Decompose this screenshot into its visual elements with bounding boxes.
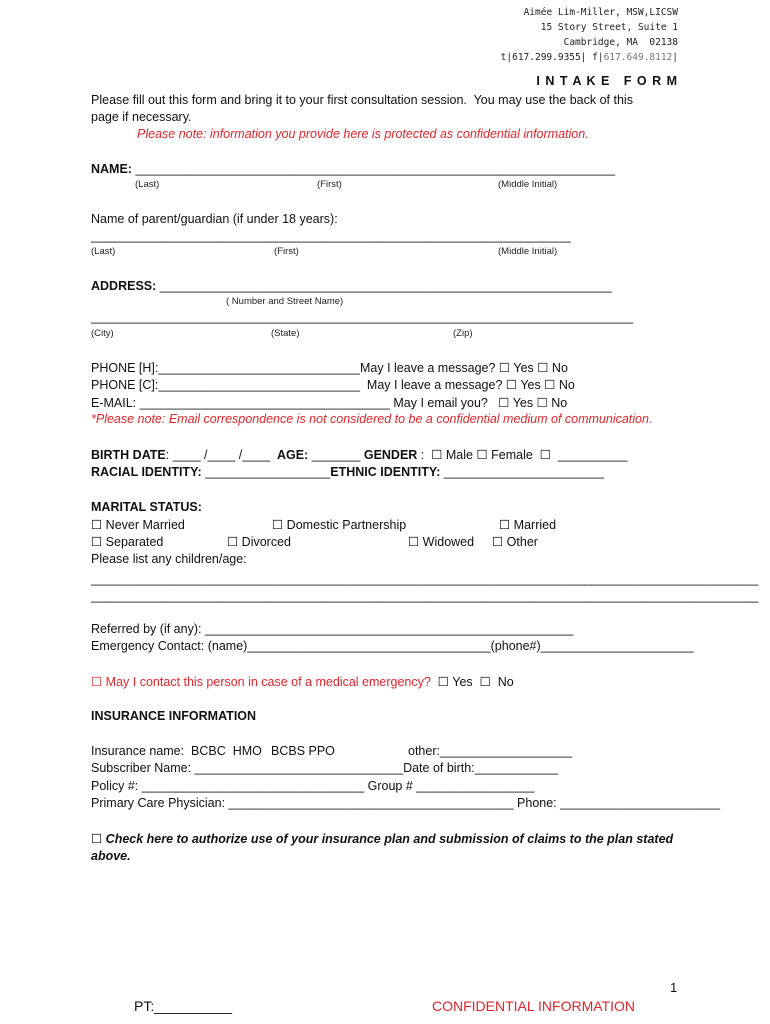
confidential-note: Please note: information you provide here is protected as confidential information.: [137, 127, 589, 141]
name-last-caption: (Last): [135, 179, 160, 190]
pcp-field[interactable]: Primary Care Physician: _________________________________________ Phone: _______________________: [91, 796, 721, 810]
phone-home-field[interactable]: PHONE [H]:_____________________________May I leave a message? ☐ Yes ☐ No: [91, 361, 568, 375]
insurance-name-label[interactable]: Insurance name: BCBC HMO: [91, 744, 262, 758]
address-line-2[interactable]: ______________________________________________________________________________: [91, 310, 634, 324]
checkbox-divorced[interactable]: ☐ Divorced: [227, 535, 292, 549]
intro-line-2: page if necessary.: [91, 110, 192, 124]
address-street-caption: ( Number and Street Name): [226, 296, 344, 307]
checkbox-separated[interactable]: ☐ Separated: [91, 535, 164, 549]
children-line-1[interactable]: ________________________________________________________________________________________________: [91, 572, 759, 586]
pt-field[interactable]: PT:__________: [134, 998, 233, 1014]
insurance-ppo[interactable]: BCBS PPO: [271, 744, 335, 758]
address-state-caption: (State): [271, 328, 300, 339]
header-phone: t|617.299.9355| f|617.649.8112|: [500, 52, 678, 63]
medical-emergency-question: ☐ May I contact this person in case of a medical emergency?: [91, 675, 431, 689]
email-field[interactable]: E-MAIL: ____________________________________ May I email you? ☐ Yes ☐ No: [91, 396, 568, 410]
header-name: Aimée Lim-Miller, MSW,LICSW: [523, 7, 678, 18]
name-field[interactable]: NAME: _____________________________________________________________________: [91, 162, 616, 176]
intro-line-1: Please fill out this form and bring it to your first consultation session. You may use the back of this: [91, 93, 633, 107]
form-title: I N T A K E F O R M: [536, 74, 678, 88]
authorize-checkbox[interactable]: ☐ Check here to authorize use of your insurance plan and submission of claims to the plan stated: [91, 832, 674, 846]
address-city-caption: (City): [91, 328, 114, 339]
header-city: Cambridge, MA 02138: [563, 37, 678, 48]
children-label: Please list any children/age:: [91, 552, 247, 566]
email-note: *Please note: Email correspondence is not considered to be a confidential medium of communication.: [91, 412, 653, 426]
footer-confidential: CONFIDENTIAL INFORMATION: [432, 998, 635, 1014]
medical-emergency-row[interactable]: [91, 674, 514, 689]
phone-cell-field[interactable]: PHONE [C]:_____________________________ May I leave a message? ☐ Yes ☐ No: [91, 378, 575, 392]
birth-age-gender-row[interactable]: BIRTH DATE: ____ /____ /____ AGE: _______ GENDER : ☐ Male ☐ Female ☐ __________: [91, 448, 628, 462]
insurance-heading: INSURANCE INFORMATION: [91, 709, 257, 723]
checkbox-married[interactable]: ☐ Married: [499, 518, 557, 532]
marital-label: MARITAL STATUS:: [91, 500, 202, 514]
header-street: 15 Story Street, Suite 1: [540, 22, 678, 33]
address-field[interactable]: ADDRESS: _________________________________________________________________: [91, 279, 612, 293]
subscriber-field[interactable]: Subscriber Name: ______________________________Date of birth:____________: [91, 761, 559, 775]
header-fax: 617.649.8112: [603, 52, 673, 63]
page-number: 1: [670, 980, 678, 995]
guardian-field[interactable]: _____________________________________________________________________: [91, 229, 571, 243]
referred-by-field[interactable]: Referred by (if any): _____________________________________________________: [91, 622, 574, 636]
name-middle-caption: (Middle Initial): [498, 179, 558, 190]
policy-field[interactable]: Policy #: ________________________________ Group # _________________: [91, 779, 535, 793]
address-zip-caption: (Zip): [453, 328, 473, 339]
checkbox-widowed[interactable]: ☐ Widowed: [408, 535, 475, 549]
checkbox-never-married[interactable]: ☐ Never Married: [91, 518, 185, 532]
authorize-line-2: above.: [91, 849, 131, 863]
emergency-contact-field[interactable]: Emergency Contact: (name)___________________________________(phone#)______________________: [91, 639, 694, 653]
checkbox-other[interactable]: ☐ Other: [492, 535, 538, 549]
checkbox-domestic-partnership[interactable]: ☐ Domestic Partnership: [272, 518, 407, 532]
children-line-2[interactable]: ________________________________________________________________________________________________: [91, 589, 759, 603]
name-first-caption: (First): [317, 179, 342, 190]
guardian-middle-caption: (Middle Initial): [498, 246, 558, 257]
guardian-last-caption: (Last): [91, 246, 116, 257]
guardian-first-caption: (First): [274, 246, 299, 257]
medical-emergency-options[interactable]: ☐ Yes ☐ No: [437, 675, 514, 689]
insurance-other-field[interactable]: other:___________________: [408, 744, 573, 758]
guardian-label: Name of parent/guardian (if under 18 years):: [91, 212, 338, 226]
identity-row[interactable]: RACIAL IDENTITY: __________________ETHNIC IDENTITY: _______________________: [91, 465, 604, 479]
